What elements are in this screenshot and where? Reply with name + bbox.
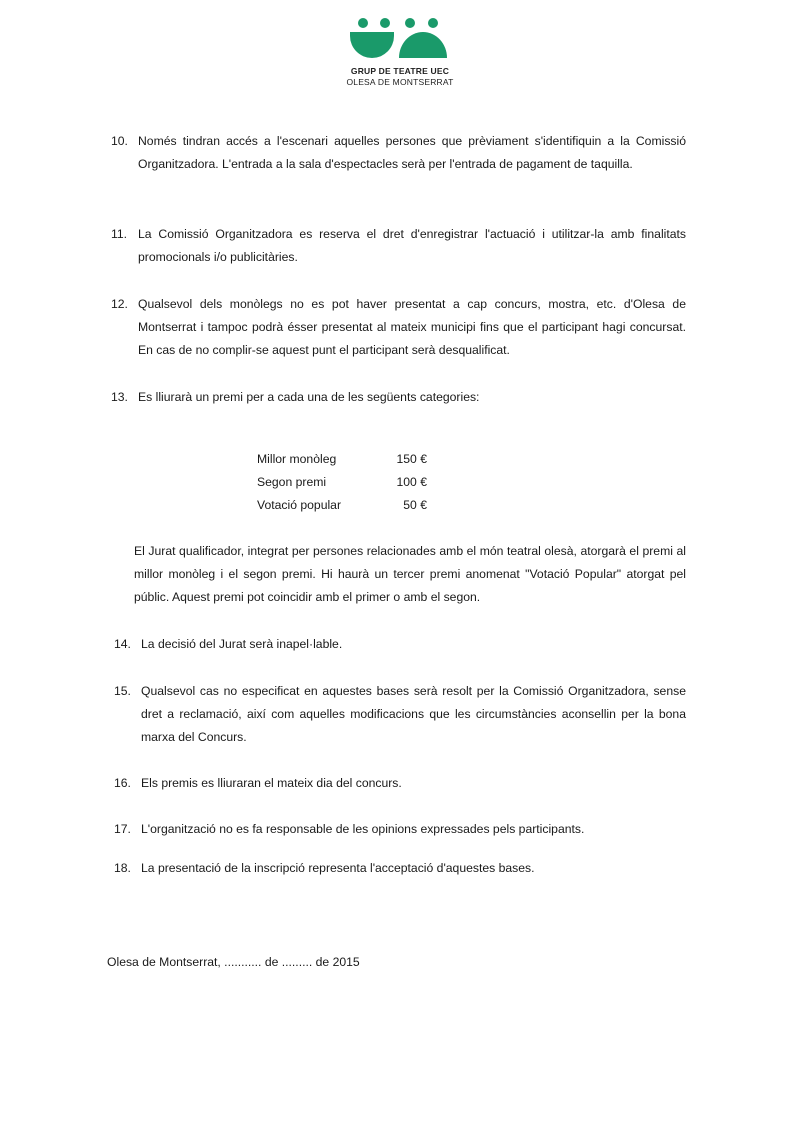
item-number: 18. [114,861,131,875]
prize-name: Segon premi [257,475,327,489]
item-text: Només tindran accés a l'escenari aquelles persones que prèviament s'identifiquin a la Comissió Organitzadora. L'entrada a la sala d'espectacles serà per l'entrada de pagament de taquilla. [138,134,686,171]
org-logo [342,14,458,94]
item-number: 16. [114,776,131,790]
item-text: Qualsevol dels monòlegs no es pot haver presentat a cap concurs, mostra, etc. d'Olesa de Montserrat i tampoc podrà ésser presentat al mateix municipi fins que el participant hagi concursat. En cas de no complir-se aquest punt el participant serà desqualificat. [138,297,686,357]
prize-name: Millor monòleg [257,452,337,466]
prize-amount: 100 € [396,475,427,489]
item-number: 17. [114,822,131,836]
logo-mark-icon [342,14,458,62]
item-number: 12. [111,297,128,311]
prize-name: Votació popular [257,498,342,512]
item-number: 10. [111,134,128,148]
item-text: L'organització no es fa responsable de les opinions expressades pels participants. [141,822,585,836]
item-text: Qualsevol cas no especificat en aquestes bases serà resolt per la Comissió Organitzadora, sense dret a reclamació, així com aquelles modificacions que les circumstàncies aconsellin per la bona marxa del Concurs. [141,684,686,744]
prize-amount: 150 € [396,452,427,466]
prize-row [257,494,427,517]
item-number: 15. [114,684,131,698]
item-text: Els premis es lliuraran el mateix dia del concurs. [141,776,402,790]
item-text: La presentació de la inscripció representa l'acceptació d'aquestes bases. [141,861,535,875]
item-number: 11. [111,227,128,241]
org-name: GRUP DE TEATRE UEC [350,66,450,76]
prize-amount: 50 € [403,498,427,512]
prize-row [257,448,427,471]
item-number: 14. [114,637,131,651]
item-number: 13. [111,390,128,404]
closing-date-line: Olesa de Montserrat, ........... de ......... de 2015 [107,955,360,969]
prize-table [257,448,427,517]
jury-paragraph: El Jurat qualificador, integrat per persones relacionades amb el món teatral olesà, atorgarà el premi al millor monòleg i el segon premi. Hi haurà un tercer premi anomenat "Votació Popular" atorgat pel públic. Aquest premi pot coincidir amb el primer o amb el segon. [134,544,686,604]
prize-row [257,471,427,494]
item-text: La decisió del Jurat serà inapel·lable. [141,637,343,651]
item-text: La Comissió Organitzadora es reserva el dret d'enregistrar l'actuació i utilitzar-la amb finalitats promocionals i/o publicitàries. [138,227,686,264]
org-location: OLESA DE MONTSERRAT [346,77,454,87]
item-text: Es lliurarà un premi per a cada una de les següents categories: [138,390,480,404]
